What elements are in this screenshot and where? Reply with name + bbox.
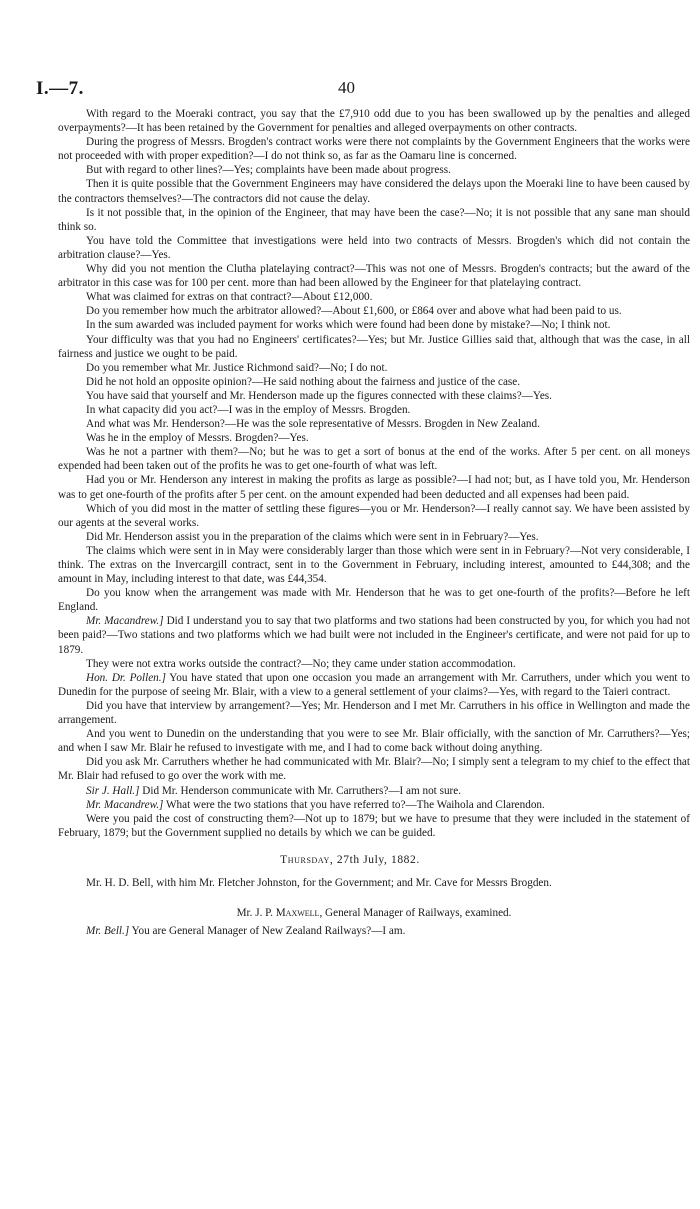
paragraph-text: In what capacity did you act?—I was in the employ of Messrs. Brogden.: [86, 403, 411, 416]
paragraph-text: Do you remember what Mr. Justice Richmond said?—No; I do not.: [86, 361, 388, 374]
testimony-paragraph: [58, 586, 690, 614]
paragraph-text: Did I understand you to say that two platforms and two stations had been constructed by you, for which you had not been paid?—Two stations and two platforms which we had built were not included in the Engineer's certificate, and were not paid for up to 1879.: [58, 615, 691, 656]
testimony-paragraph: [58, 389, 690, 403]
speaker-label: Mr. Macandrew.]: [86, 798, 164, 811]
testimony-paragraph: [58, 755, 690, 783]
final-text: You are General Manager of New Zealand Railways?—I am.: [131, 925, 406, 937]
testimony-paragraph: [58, 812, 690, 840]
speaker-label: Mr. Macandrew.]: [86, 615, 164, 628]
paragraph-text: Your difficulty was that you had no Engineers' certificates?—Yes; but Mr. Justice Gillies said that, although that was the case, in all fairness and justice we ought to be paid.: [58, 333, 690, 360]
testimony-paragraph: [58, 318, 690, 332]
attendance-paragraph: [58, 876, 690, 890]
date-heading: [0, 854, 700, 866]
testimony-body: [58, 107, 690, 840]
page-number: 40: [338, 78, 355, 97]
page-reference: I.—7.: [36, 78, 84, 99]
date-day: Thursday: [280, 854, 330, 866]
paragraph-text: With regard to the Moeraki contract, you say that the £7,910 odd due to you has been swallowed up by the penalties and alleged overpayments?—It has been retained by the Government for penalties and alleged overpayments on other contracts.: [58, 108, 690, 135]
testimony-paragraph: [58, 473, 690, 501]
date-rest: , 27th July, 1882.: [329, 854, 420, 866]
paragraph-text: You have told the Committee that investigations were held into two contracts of Messrs. Brogden's which did not contain the arbitration clause?—Yes.: [58, 234, 690, 261]
attendance-text: Mr. H. D. Bell, with him Mr. Fletcher Johnston, for the Government; and Mr. Cave for Messrs Brogden.: [86, 877, 552, 889]
testimony-paragraph: [58, 177, 690, 205]
final-question: [58, 924, 690, 938]
witness-post: , General Manager of Railways, examined.: [319, 907, 512, 919]
paragraph-text: Did Mr. Henderson communicate with Mr. Carruthers?—I am not sure.: [142, 784, 462, 797]
testimony-paragraph: [58, 234, 690, 262]
testimony-paragraph: [58, 657, 690, 671]
testimony-paragraph: [58, 304, 690, 318]
paragraph-text: But with regard to other lines?—Yes; complaints have been made about progress.: [86, 164, 451, 177]
paragraph-text: Did you ask Mr. Carruthers whether he had communicated with Mr. Blair?—No; I simply sent a telegram to my chief to the effect that Mr. Blair had refused to go over the work with me.: [58, 756, 690, 783]
testimony-paragraph: [58, 727, 690, 755]
paragraph-text: Were you paid the cost of constructing them?—Not up to 1879; but we have to presume that they were included in the statement of February, 1879; but the Government supplied no details by which we can be guided.: [58, 812, 690, 839]
paragraph-text: And what was Mr. Henderson?—He was the sole representative of Messrs. Brogden in New Zealand.: [86, 418, 540, 431]
testimony-paragraph: [58, 361, 690, 375]
speaker-label: Sir J. Hall.]: [86, 784, 140, 797]
paragraph-text: Is it not possible that, in the opinion of the Engineer, that may have been the case?—No; it is not possible that any sane man should think so.: [58, 206, 690, 233]
paragraph-text: Did he not hold an opposite opinion?—He said nothing about the fairness and justice of the case.: [86, 375, 521, 388]
speaker-label: Hon. Dr. Pollen.]: [86, 671, 166, 684]
paragraph-text: In the sum awarded was included payment for works which were found had been done by mistake?—No; I think not.: [86, 319, 611, 332]
paragraph-text: They were not extra works outside the contract?—No; they came under station accommodation.: [86, 657, 516, 670]
testimony-paragraph: [58, 206, 690, 234]
testimony-paragraph: [58, 530, 690, 544]
paragraph-text: Why did you not mention the Clutha platelaying contract?—This was not one of Messrs. Brogden's contracts; but the award of the arbitrator in this case was for 100 per cent. more than had been allowed by the Engineer for that platelaying contract.: [58, 263, 690, 290]
paragraph-text: You have stated that upon one occasion you made an arrangement with Mr. Carruthers, under which you went to Dunedin for the purpose of seeing Mr. Blair, with a view to a general settlement of your claims?—Yes, with regard to the Taieri contract.: [58, 671, 691, 698]
testimony-paragraph: [58, 403, 690, 417]
testimony-paragraph: [58, 614, 690, 656]
testimony-paragraph: [58, 784, 690, 798]
paragraph-text: What was claimed for extras on that contract?—About £12,000.: [86, 291, 373, 304]
testimony-paragraph: [58, 544, 690, 586]
witness-pre: Mr. J. P.: [236, 907, 276, 919]
paragraph-text: Which of you did most in the matter of settling these figures—you or Mr. Henderson?—I really cannot say. We have been assisted by our agents at the several works.: [58, 502, 690, 529]
paragraph-text: You have said that yourself and Mr. Henderson made up the figures connected with these claims?—Yes.: [86, 389, 552, 402]
paragraph-text: Did you have that interview by arrangement?—Yes; Mr. Henderson and I met Mr. Carruthers in his office in Wellington and made the arrangement.: [58, 699, 690, 727]
paragraph-text: And you went to Dunedin on the understanding that you were to see Mr. Blair officially, with the sanction of Mr. Carruthers?—Yes; and when I saw Mr. Blair he refused to investigate with me, and I had to come back without doing anything.: [58, 728, 690, 755]
testimony-paragraph: [58, 333, 690, 361]
testimony-paragraph: [58, 445, 690, 473]
testimony-paragraph: [58, 262, 690, 290]
paragraph-text: Did Mr. Henderson assist you in the preparation of the claims which were sent in in February?—Yes.: [86, 530, 539, 543]
testimony-paragraph: [58, 417, 690, 431]
testimony-paragraph: [58, 798, 690, 812]
paragraph-text: Do you know when the arrangement was made with Mr. Henderson that he was to get one-fourth of the profits?—Before he left England.: [58, 587, 690, 614]
paragraph-text: What were the two stations that you have referred to?—The Waihola and Clarendon.: [165, 798, 545, 811]
paragraph-text: Had you or Mr. Henderson any interest in making the profits as large as possible?—I had not; but, as I have told you, Mr. Henderson was to get one-fourth of the profits after 5 per cent. on the amount expended had been deducted and all expenses had been paid.: [58, 474, 690, 501]
paragraph-text: The claims which were sent in in May were considerably larger than those which were sent in in February?—Not very considerable, I think. The extras on the Invercargill contract, sent in to the Government in February, including interest, amounted to £44,308; and the amount in May, including interest to that date, was £44,354.: [58, 544, 690, 586]
paragraph-text: Do you remember how much the arbitrator allowed?—About £1,600, or £864 over and above what had been paid to us.: [86, 305, 622, 318]
testimony-paragraph: [58, 502, 690, 530]
witness-line: [58, 906, 690, 920]
testimony-paragraph: [58, 431, 690, 445]
witness-name: Maxwell: [275, 907, 320, 919]
paragraph-text: During the progress of Messrs. Brogden's contract works were there not complaints by the Government Engineers that the works were not proceeded with with proper expedition?—I do not think so, as far as the Oamaru line is concerned.: [58, 136, 690, 163]
paragraph-text: Was he not a partner with them?—No; but he was to get a sort of bonus at the end of the works. After 5 per cent. on all moneys expended had been taken out of the profits he was to get one-fourth of what was left.: [58, 446, 690, 473]
testimony-paragraph: [58, 107, 690, 135]
testimony-paragraph: [58, 375, 690, 389]
testimony-paragraph: [58, 699, 690, 727]
final-speaker: Mr. Bell.]: [86, 925, 130, 937]
paragraph-text: Was he in the employ of Messrs. Brogden?—Yes.: [86, 432, 309, 445]
testimony-paragraph: [58, 290, 690, 304]
testimony-paragraph: [58, 135, 690, 163]
testimony-paragraph: [58, 163, 690, 177]
paragraph-text: Then it is quite possible that the Government Engineers may have considered the delays upon the Moeraki line to have been caused by the contractors themselves?—The contractors did not cause the delay.: [58, 178, 690, 205]
testimony-paragraph: [58, 671, 690, 699]
